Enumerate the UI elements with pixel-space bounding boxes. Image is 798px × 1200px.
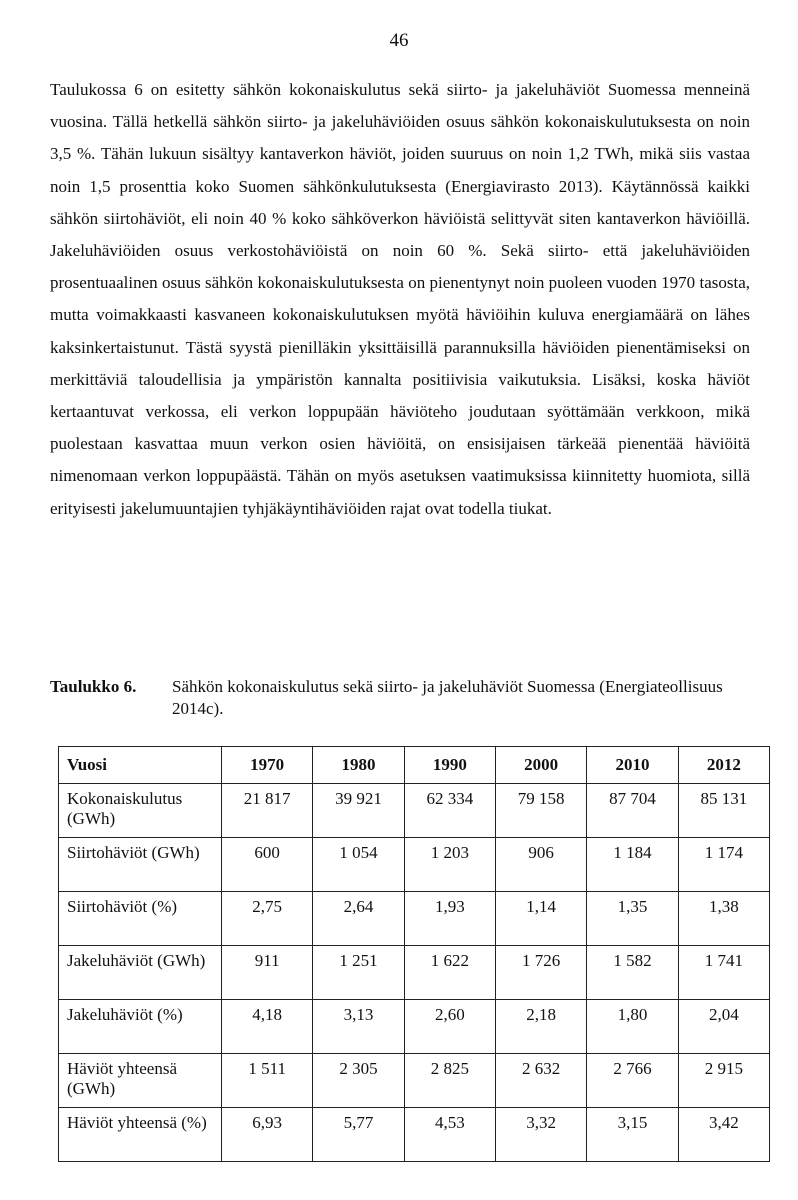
table-cell: 1 174 [678, 838, 769, 892]
header-cell-year-label: Vuosi [59, 747, 222, 784]
table-cell: 1 184 [587, 838, 678, 892]
table-cell: 1,38 [678, 892, 769, 946]
row-label: Häviöt yhteensä (GWh) [59, 1054, 222, 1108]
table-cell: 2,04 [678, 1000, 769, 1054]
table-cell: 1 203 [404, 838, 495, 892]
losses-table [58, 746, 770, 1162]
table-cell: 5,77 [313, 1108, 404, 1162]
table-cell: 3,15 [587, 1108, 678, 1162]
row-label: Jakeluhäviöt (GWh) [59, 946, 222, 1000]
table-cell: 2,64 [313, 892, 404, 946]
table-caption-text: Sähkön kokonaiskulutus sekä siirto- ja jakeluhäviöt Suomessa (Energiateollisuus 2014c). [172, 677, 723, 718]
row-label: Siirtohäviöt (%) [59, 892, 222, 946]
table-cell: 3,32 [495, 1108, 586, 1162]
table-cell: 906 [495, 838, 586, 892]
table-header-row [59, 747, 770, 784]
table-cell: 1 726 [495, 946, 586, 1000]
header-cell-year: 2012 [678, 747, 769, 784]
table-cell: 1 511 [222, 1054, 313, 1108]
table-row [59, 892, 770, 946]
table-cell: 1 251 [313, 946, 404, 1000]
row-label: Siirtohäviöt (GWh) [59, 838, 222, 892]
page-number: 46 [389, 30, 409, 51]
table-cell: 1,35 [587, 892, 678, 946]
table-cell: 85 131 [678, 784, 769, 838]
body-paragraph: Taulukossa 6 on esitetty sähkön kokonaiskulutus sekä siirto- ja jakeluhäviöt Suomessa menneinä vuosina. Tällä hetkellä sähkön siirto- ja jakeluhäviöiden osuus sähkön kokonaiskulutuksesta on noin 3,5 %. Tähän lukuun sisältyy kantaverkon häviöt, joiden suuruus on noin 1,2 TWh, mikä siis vastaa noin 1,5 prosenttia koko Suomen sähkönkulutuksesta (Energiavirasto 2013). Käytännössä kaikki sähkön siirtohäviöt, eli noin 40 % koko sähköverkon häviöistä selittyvät siten kantaverkon häviöillä. Jakeluhäviöiden osuus verkostohäviöistä on noin 60 %. Sekä siirto- että jakeluhäviöiden prosentuaalinen osuus sähkön kokonaiskulutuksesta on pienentynyt noin puoleen vuoden 1970 tasosta, mutta voimakkaasti kasvaneen kokonaiskulutuksen myötä häviöihin kuluva energiamäärä on lähes kaksinkertaistunut. Tästä syystä pienilläkin yksittäisillä parannuksilla häviöiden pienentämiseksi on merkittäviä taloudellisia ja ympäristön kannalta positiivisia vaikutuksia. Lisäksi, koska häviöt kertaantuvat verkossa, eli verkon loppupään häviöteho joudutaan syöttämään verkkoon, mikä puolestaan kasvattaa muun verkon osien häviöitä, on ensisijaisen tärkeää pienentää häviöitä nimenomaan verkon loppupäästä. Tähän on myös asetuksen vaatimuksissa kiinnitetty huomiota, sillä erityisesti jakelumuuntajien tyhjäkäyntihäviöiden rajat ovat todella tiukat. [50, 80, 750, 518]
header-cell-year: 1990 [404, 747, 495, 784]
row-label: Jakeluhäviöt (%) [59, 1000, 222, 1054]
table-cell: 1 582 [587, 946, 678, 1000]
table-cell: 2 305 [313, 1054, 404, 1108]
table-cell: 911 [222, 946, 313, 1000]
table-cell: 2,60 [404, 1000, 495, 1054]
table-cell: 600 [222, 838, 313, 892]
table-cell: 62 334 [404, 784, 495, 838]
table-cell: 3,13 [313, 1000, 404, 1054]
table-row [59, 946, 770, 1000]
table-row [59, 838, 770, 892]
table-cell: 21 817 [222, 784, 313, 838]
table-cell: 2 825 [404, 1054, 495, 1108]
table-cell: 79 158 [495, 784, 586, 838]
row-label: Häviöt yhteensä (%) [59, 1108, 222, 1162]
table-cell: 2 766 [587, 1054, 678, 1108]
header-cell-year: 2000 [495, 747, 586, 784]
table-row [59, 1108, 770, 1162]
header-cell-year: 1980 [313, 747, 404, 784]
table-cell: 6,93 [222, 1108, 313, 1162]
header-cell-year: 2010 [587, 747, 678, 784]
table-row [59, 784, 770, 838]
table-cell: 3,42 [678, 1108, 769, 1162]
table-cell: 4,18 [222, 1000, 313, 1054]
header-cell-year: 1970 [222, 747, 313, 784]
table-caption-label: Taulukko 6. [50, 677, 137, 696]
table-row [59, 1054, 770, 1108]
table-cell: 2,75 [222, 892, 313, 946]
table-caption [50, 676, 760, 720]
table-cell: 1,80 [587, 1000, 678, 1054]
table-cell: 1,14 [495, 892, 586, 946]
table-cell: 2,18 [495, 1000, 586, 1054]
table-row [59, 1000, 770, 1054]
table-cell: 87 704 [587, 784, 678, 838]
table-cell: 1 741 [678, 946, 769, 1000]
table-cell: 1,93 [404, 892, 495, 946]
table-cell: 2 632 [495, 1054, 586, 1108]
table-cell: 1 054 [313, 838, 404, 892]
row-label: Kokonaiskulutus (GWh) [59, 784, 222, 838]
table-cell: 1 622 [404, 946, 495, 1000]
table-cell: 2 915 [678, 1054, 769, 1108]
table-cell: 4,53 [404, 1108, 495, 1162]
table-cell: 39 921 [313, 784, 404, 838]
